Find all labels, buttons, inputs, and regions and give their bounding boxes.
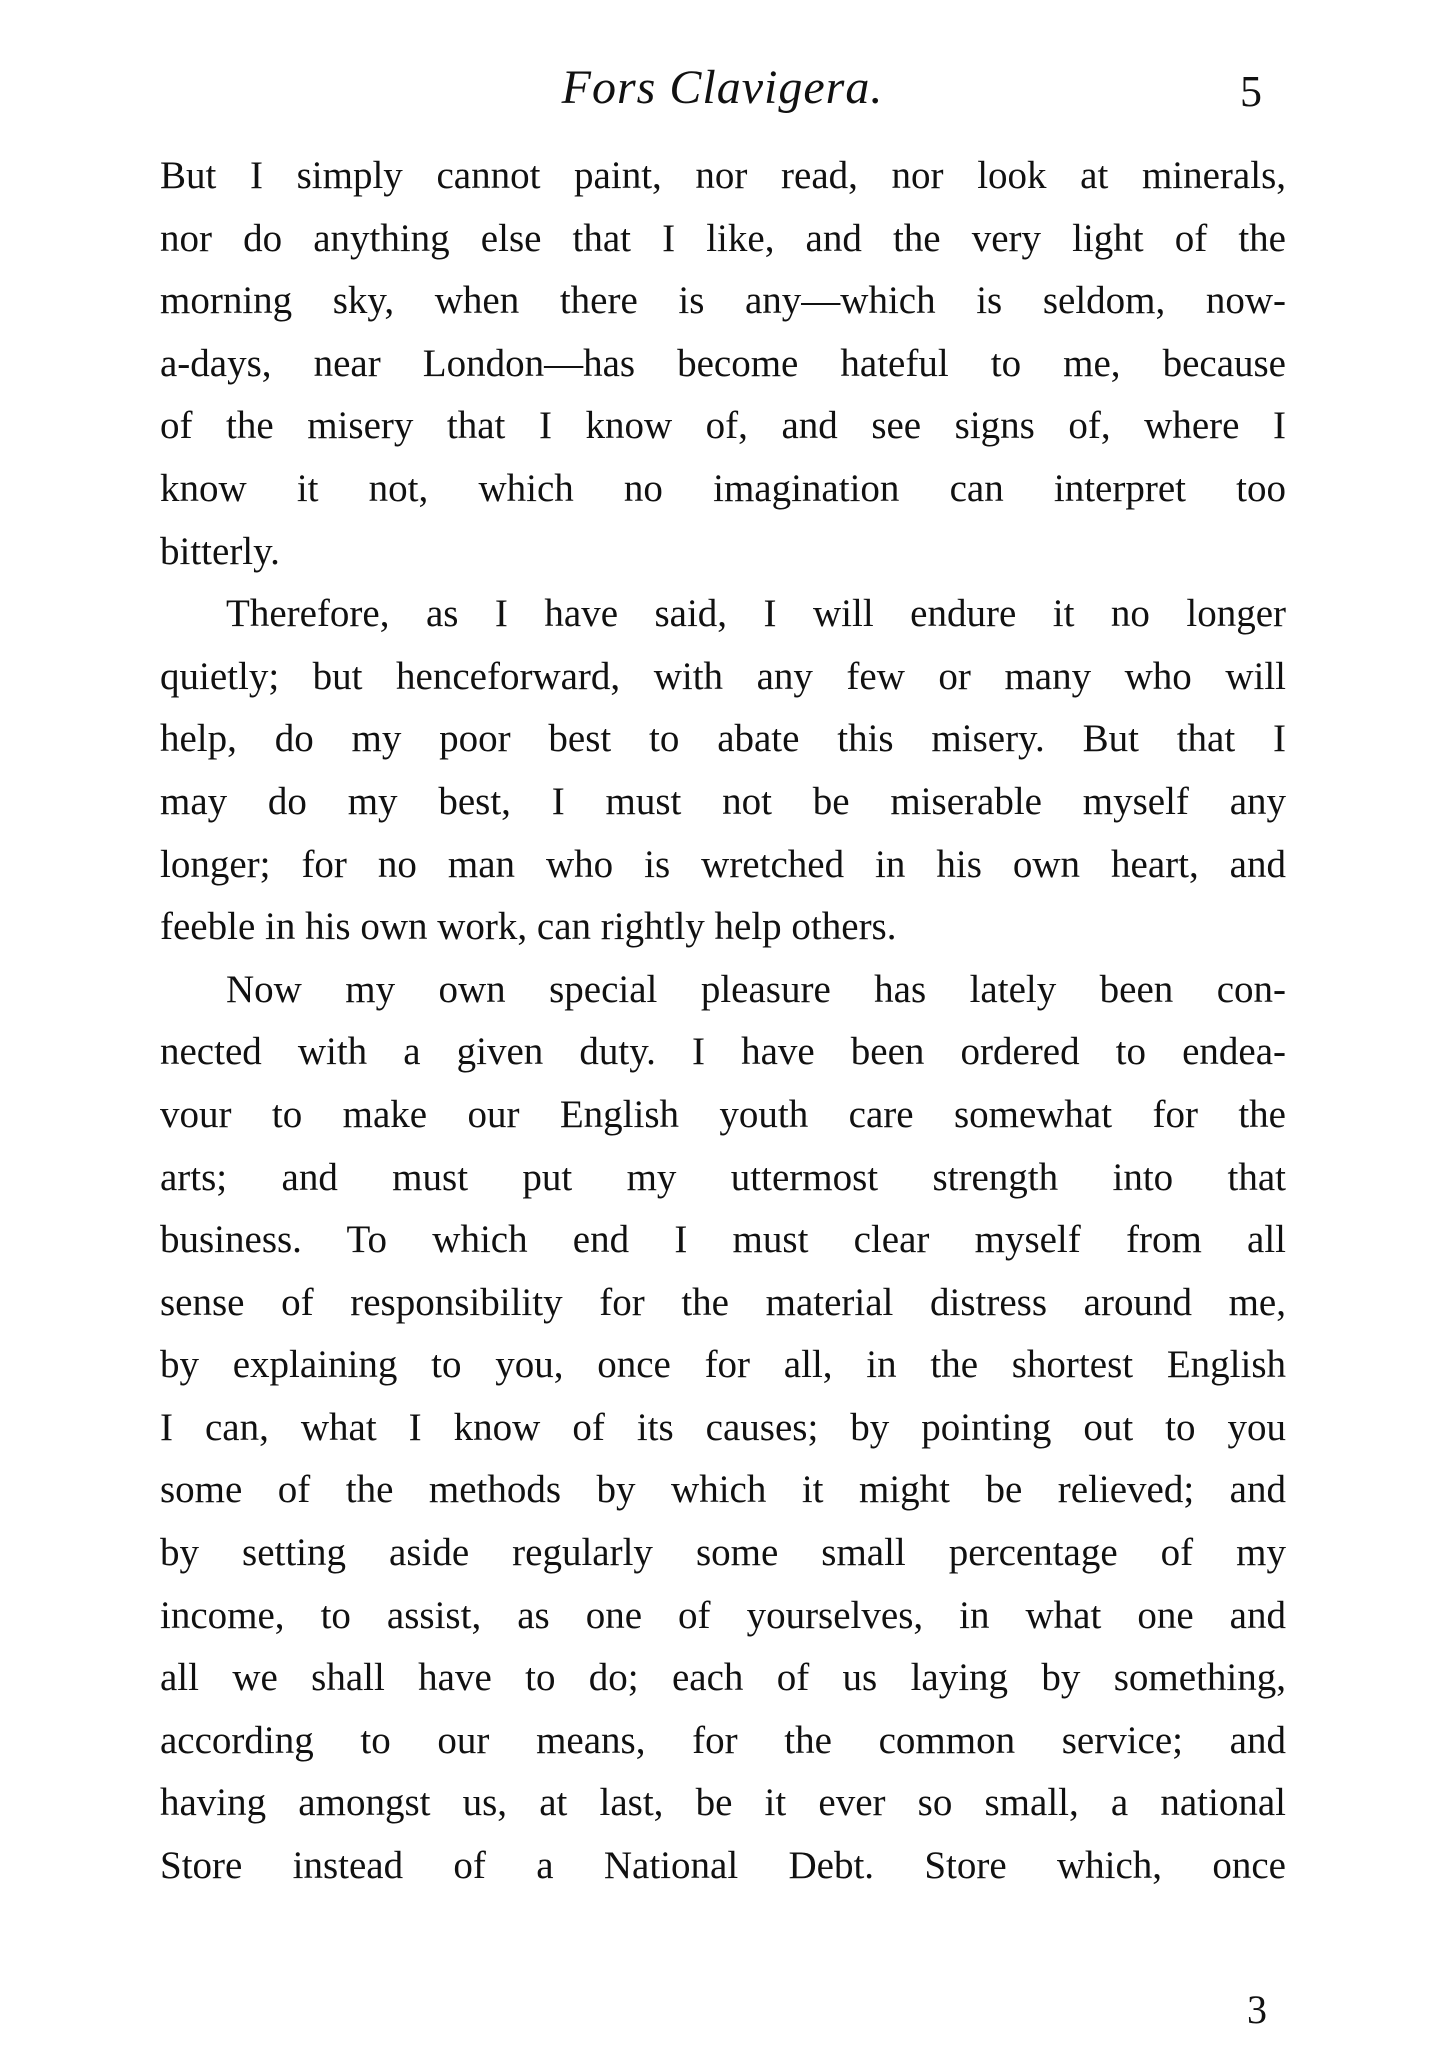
running-title: Fors Clavigera. [561,61,884,114]
text-line: may do my best, I must not be miserable myself any [160,779,1286,823]
text-line: vour to make our English youth care somewhat for the [160,1092,1286,1136]
signature-mark: 3 [1247,1987,1267,2032]
text-line: But I simply cannot paint, nor read, nor look at minerals, [160,154,1286,197]
text-line: sense of responsibility for the material distress around me, [160,1280,1286,1324]
text-line: nor do anything else that I like, and the very light of the [160,216,1286,260]
body-text [160,145,1286,1898]
text-line-paragraph-start: Now my own special pleasure has lately been con- [226,967,1286,1011]
text-line: some of the methods by which it might be relieved; and [160,1468,1286,1512]
text-line: know it not, which no imagination can interpret too [160,466,1286,510]
text-line: quietly; but henceforward, with any few or many who will [160,654,1286,698]
text-line: a-days, near London—has become hateful to me, because [160,341,1286,385]
text-line: all we shall have to do; each of us laying by something, [160,1656,1286,1700]
text-line: according to our means, for the common service; and [160,1718,1286,1762]
text-line: by setting aside regularly some small percentage of my [160,1531,1286,1575]
text-line: I can, what I know of its causes; by pointing out to you [160,1405,1286,1449]
text-line: income, to assist, as one of yourselves, in what one and [160,1593,1286,1637]
text-line: of the misery that I know of, and see signs of, where I [160,404,1286,448]
text-line: business. To which end I must clear myself from all [160,1218,1286,1262]
text-line: longer; for no man who is wretched in his own heart, and [160,842,1286,886]
text-line: having amongst us, at last, be it ever so small, a national [160,1781,1286,1825]
text-line: morning sky, when there is any—which is seldom, now- [160,279,1286,323]
text-line: bitterly. [160,529,280,573]
page-number: 5 [1240,67,1262,116]
text-line: arts; and must put my uttermost strength into that [160,1155,1286,1199]
text-line-paragraph-start: Therefore, as I have said, I will endure it no longer [226,592,1286,636]
text-line: nected with a given duty. I have been ordered to endea- [160,1030,1286,1074]
text-line: help, do my poor best to abate this misery. But that I [160,717,1286,761]
text-line: by explaining to you, once for all, in the shortest English [160,1343,1286,1387]
text-line: Store instead of a National Debt. Store which, once [160,1844,1286,1888]
text-line: feeble in his own work, can rightly help others. [160,905,897,949]
